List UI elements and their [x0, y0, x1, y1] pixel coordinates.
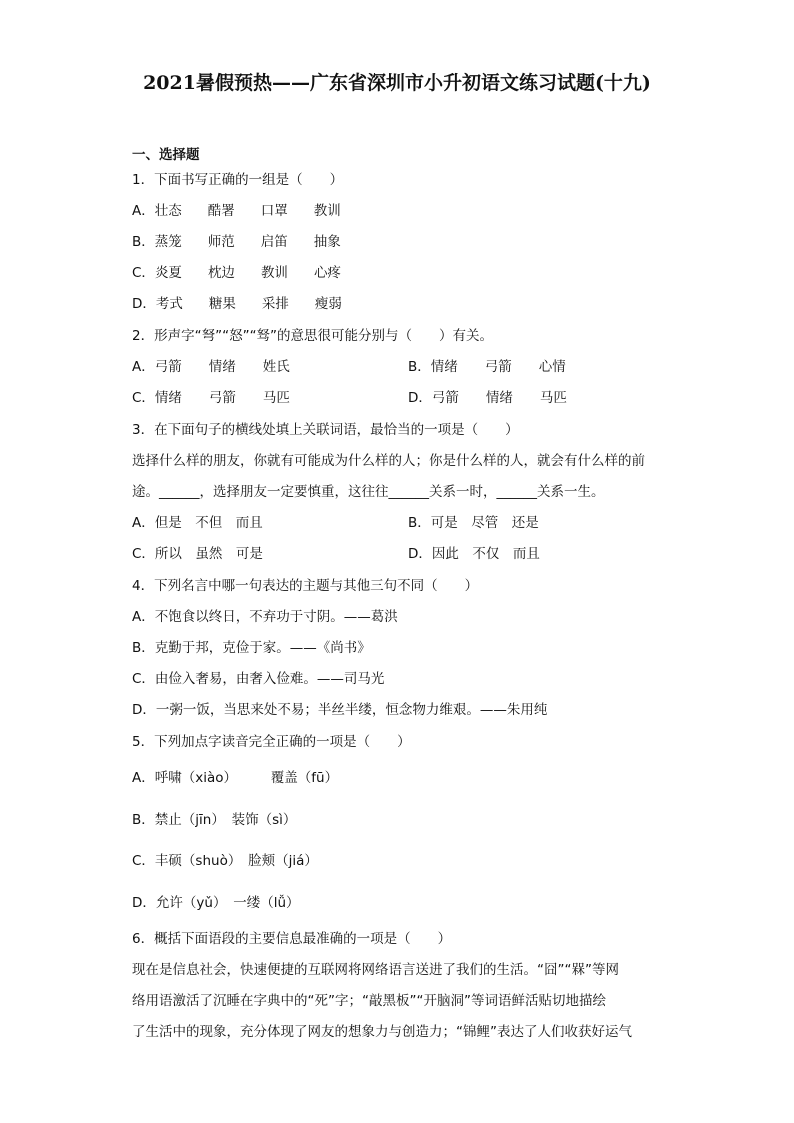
section-heading: 一、选择题 [132, 147, 200, 163]
option-label: B． [132, 234, 155, 250]
question-1-option-a [132, 202, 367, 220]
question-4-option-a: A．不饱食以终日，不弃功于寸阴。——葛洪 [132, 609, 398, 625]
option-word: 糖果 [208, 296, 236, 312]
option-word: 枕边 [207, 265, 235, 281]
question-6-passage-line-3: 了生活中的现象，充分体现了网友的想象力与创造力；“锦鲤”表达了人们收获好运气 [132, 1024, 632, 1040]
option-word: 炎夏 [154, 265, 182, 281]
question-6-stem: 6．概括下面语段的主要信息最准确的一项是（ ） [132, 931, 452, 947]
question-3-passage-line-1: 选择什么样的朋友，你就有可能成为什么样的人；你是什么样的人，就会有什么样的前 [132, 453, 645, 469]
option-word: 启笛 [260, 234, 288, 250]
question-1-option-c [132, 264, 367, 282]
question-5-option-b: B．禁止（jīn） 装饰（sì） [132, 812, 297, 828]
option-word: 瘦弱 [314, 296, 342, 312]
option-label: A． [132, 203, 155, 219]
question-1-stem: 1．下面书写正确的一组是（ ） [132, 172, 344, 188]
option-word: 蒸笼 [154, 234, 182, 250]
question-2-option-c: C．情绪 弓箭 马匹 [132, 390, 290, 406]
option-label: D． [132, 296, 156, 312]
question-2-stem: 2．形声字“弩”“怒”“驽”的意思很可能分别与（ ）有关。 [132, 328, 494, 344]
question-5-stem: 5．下列加点字读音完全正确的一项是（ ） [132, 734, 411, 750]
question-4-stem: 4．下列名言中哪一句表达的主题与其他三句不同（ ） [132, 578, 479, 594]
option-word: 采排 [261, 296, 289, 312]
question-2-option-d: D．弓箭 情绪 马匹 [408, 390, 567, 406]
question-5-option-a: A．呼啸（xiào） 覆盖（fū） [132, 770, 339, 786]
question-3-option-b: B．可是 尽管 还是 [408, 515, 539, 531]
option-word: 教训 [260, 265, 288, 281]
question-4-option-c: C．由俭入奢易，由奢入俭难。——司马光 [132, 671, 385, 687]
question-6-passage-line-2: 络用语激活了沉睡在字典中的“死”字；“敲黑板”“开脑洞”等词语鲜活贴切地描绘 [132, 993, 606, 1009]
question-4-option-b: B．克勤于邦，克俭于家。——《尚书》 [132, 640, 371, 656]
question-5-option-c: C．丰硕（shuò） 脸颊（jiá） [132, 853, 318, 869]
question-1-option-b [132, 233, 367, 251]
question-2-option-a: A．弓箭 情绪 姓氏 [132, 359, 290, 375]
option-word: 酷署 [207, 203, 235, 219]
question-1-option-d [132, 295, 368, 313]
question-3-option-d: D．因此 不仅 而且 [408, 546, 540, 562]
question-3-stem: 3．在下面句子的横线处填上关联词语，最恰当的一项是（ ） [132, 422, 519, 438]
option-word: 师范 [207, 234, 235, 250]
option-word: 心疼 [313, 265, 341, 281]
option-label: C． [132, 265, 155, 281]
page-title: 2021暑假预热——广东省深圳市小升初语文练习试题(十九) [143, 72, 651, 94]
question-3-option-a: A．但是 不但 而且 [132, 515, 263, 531]
question-2-option-b: B．情绪 弓箭 心情 [408, 359, 566, 375]
option-word: 考式 [155, 296, 183, 312]
option-word: 口罩 [260, 203, 288, 219]
option-word: 壮态 [154, 203, 182, 219]
question-6-passage-line-1: 现在是信息社会，快速便捷的互联网将网络语言送进了我们的生活。“囧”“槑”等网 [132, 962, 619, 978]
question-5-option-d: D．允许（yǔ） 一缕（lǚ） [132, 895, 300, 911]
question-3-passage-line-2: 途。______，选择朋友一定要慎重，这往往______关系一时，______关系一生。 [132, 484, 605, 500]
option-word: 抽象 [313, 234, 341, 250]
question-3-option-c: C．所以 虽然 可是 [132, 546, 263, 562]
option-word: 教训 [313, 203, 341, 219]
question-4-option-d: D．一粥一饭，当思来处不易；半丝半缕，恒念物力维艰。——朱用纯 [132, 702, 548, 718]
